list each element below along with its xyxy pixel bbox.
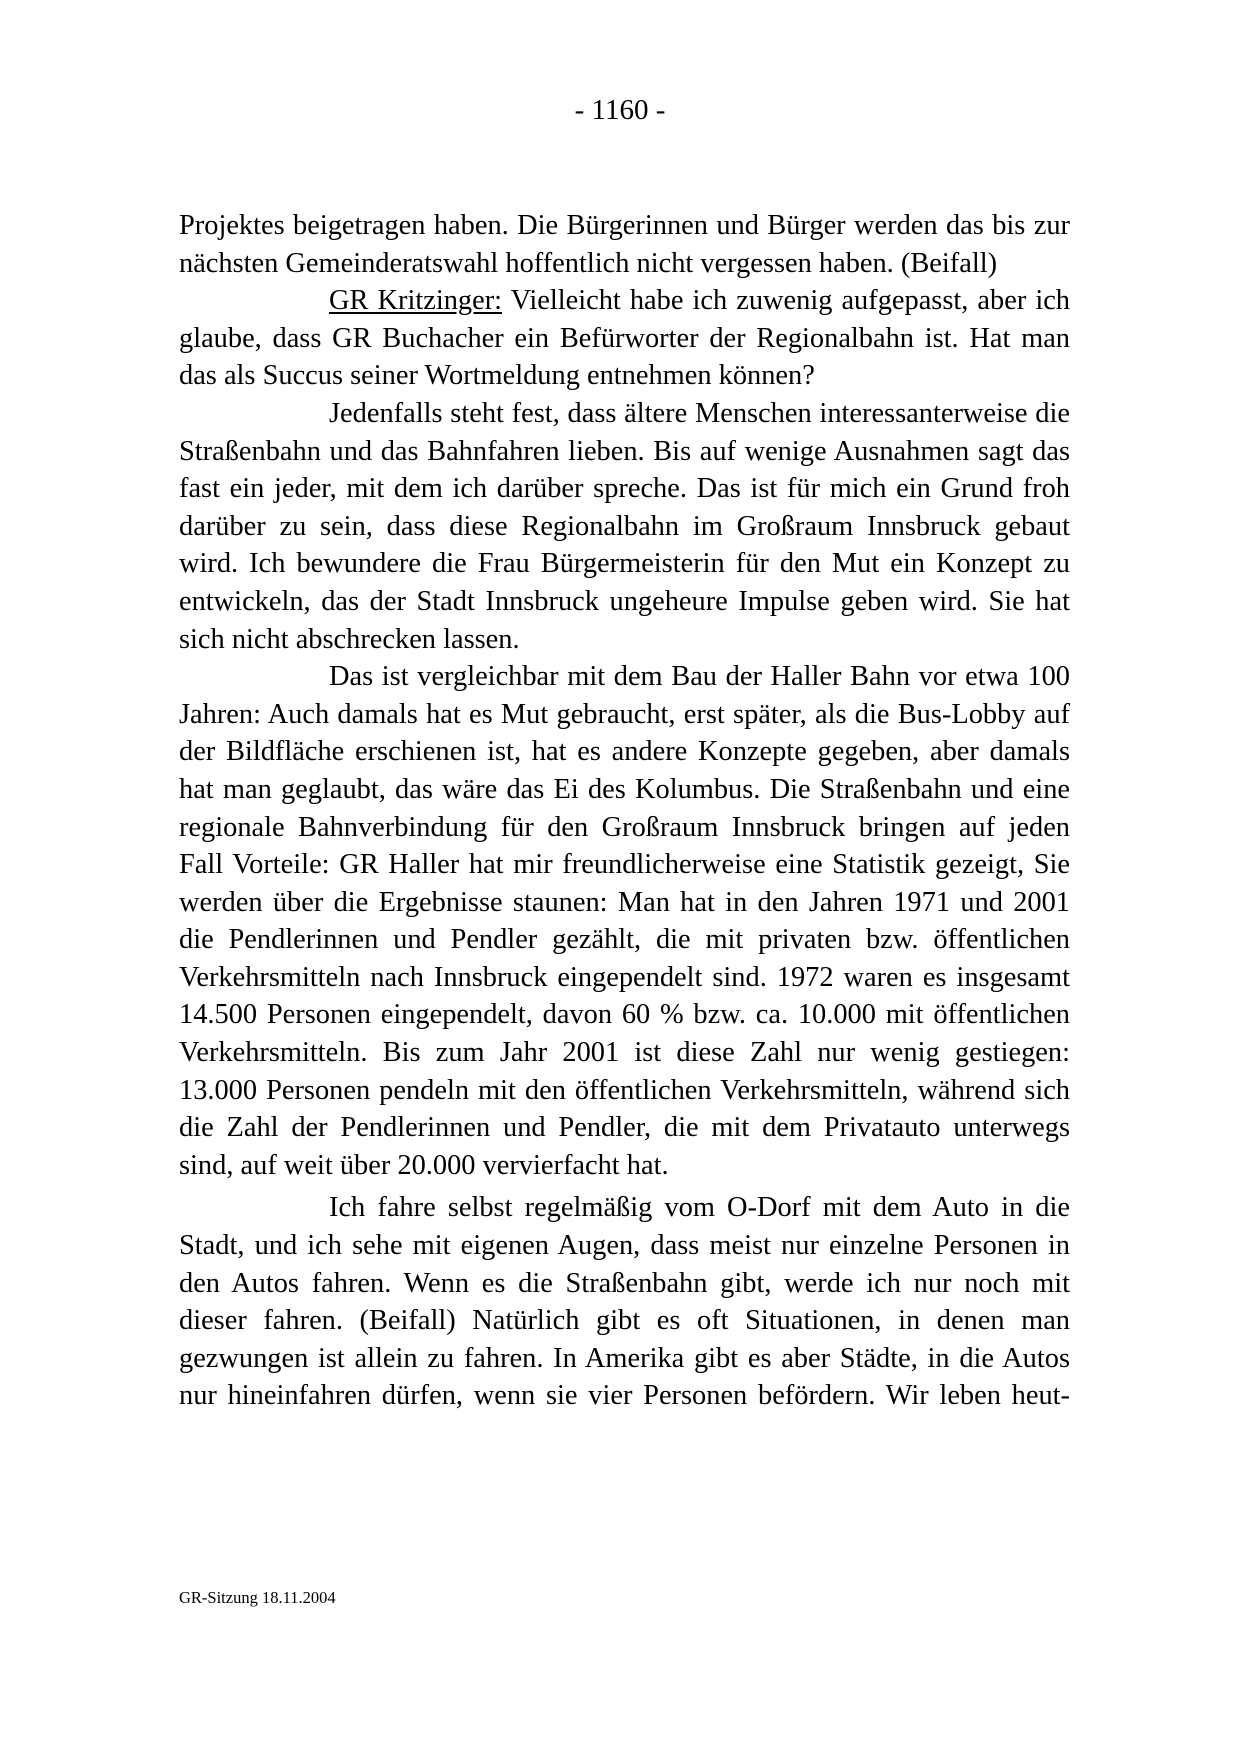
paragraph-text: Vielleicht habe ich zuwenig aufgepasst, aber ich glaube, dass GR Buchacher ein Befürworter der Regionalbahn ist. Hat man das als Succus seiner Wortmeldung entnehmen können? bbox=[179, 285, 1071, 392]
paragraph-o-dorf bbox=[179, 1189, 1070, 1415]
speaker-label: GR Kritzinger: bbox=[329, 285, 503, 317]
paragraph-text: Projektes beigetragen haben. Die Bürgerinnen und Bürger werden das bis zur nächsten Gemeinderatswahl hoffentlich nicht vergessen haben. (Beifall) bbox=[179, 210, 1070, 279]
paragraph-text: Ich fahre selbst regelmäßig vom O-Dorf mit dem Auto in die Stadt, und ich sehe mit eigenen Augen, dass meist nur einzelne Personen in den Autos fahren. Wenn es die Straßenbahn gibt, werde ich nur noch mit dieser fahren. (Beifall) Natürlich gibt es oft Situationen, in denen man gezwungen ist allein zu fahren. In Amerika gibt es aber Städte, in die Autos nur hineinfahren dürfen, wenn sie vier Personen befördern. Wir leben heut- bbox=[179, 1192, 1070, 1412]
paragraph-older-people bbox=[179, 395, 1070, 658]
paragraph-text: Das ist vergleichbar mit dem Bau der Haller Bahn vor etwa 100 Jahren: Auch damals hat es Mut gebraucht, erst später, als die Bus-Lobby auf der Bildfläche erschienen ist, hat es andere Konzepte gegeben, aber damals hat man geglaubt, das wäre das Ei des Kolumbus. Die Straßenbahn und eine regionale Bahnverbindung für den Großraum Innsbruck bringen auf jeden Fall Vorteile: GR Haller hat mir freundlicherweise eine Statistik gezeigt, Sie werden über die Ergebnisse staunen: Man hat in den Jahren 1971 und 2001 die Pendlerinnen und Pendler gezählt, die mit privaten bzw. öffentlichen Verkehrsmitteln nach Innsbruck eingependelt sind. 1972 waren es insgesamt 14.500 Personen eingependelt, davon 60 % bzw. ca. 10.000 mit öffentlichen Verkehrsmitteln. Bis zum Jahr 2001 ist diese Zahl nur wenig gestiegen: 13.000 Personen pendeln mit den öffentlichen Verkehrsmitteln, während sich die Zahl der Pendlerinnen und Pendler, die mit dem Privatauto unterwegs sind, auf weit über 20.000 vervierfacht hat. bbox=[179, 661, 1070, 1181]
document-body bbox=[179, 207, 1070, 1415]
paragraph-text: Jedenfalls steht fest, dass ältere Menschen interessanterweise die Straßenbahn und das Bahnfahren lieben. Bis auf wenige Ausnahmen sagt das fast ein jeder, mit dem ich darüber spreche. Das ist für mich ein Grund froh darüber zu sein, dass diese Regionalbahn im Großraum Innsbruck gebaut wird. Ich bewundere die Frau Bürgermeisterin für den Mut ein Konzept zu entwickeln, das der Stadt Innsbruck ungeheure Impulse geben wird. Sie hat sich nicht abschrecken lassen. bbox=[179, 397, 1070, 655]
paragraph-speaker-kritzinger bbox=[179, 282, 1070, 395]
page-number: - 1160 - bbox=[574, 94, 666, 126]
footer-session-date: GR-Sitzung 18.11.2004 bbox=[179, 1588, 336, 1607]
paragraph-haller-bahn bbox=[179, 658, 1070, 1184]
paragraph-continuation bbox=[179, 207, 1070, 282]
